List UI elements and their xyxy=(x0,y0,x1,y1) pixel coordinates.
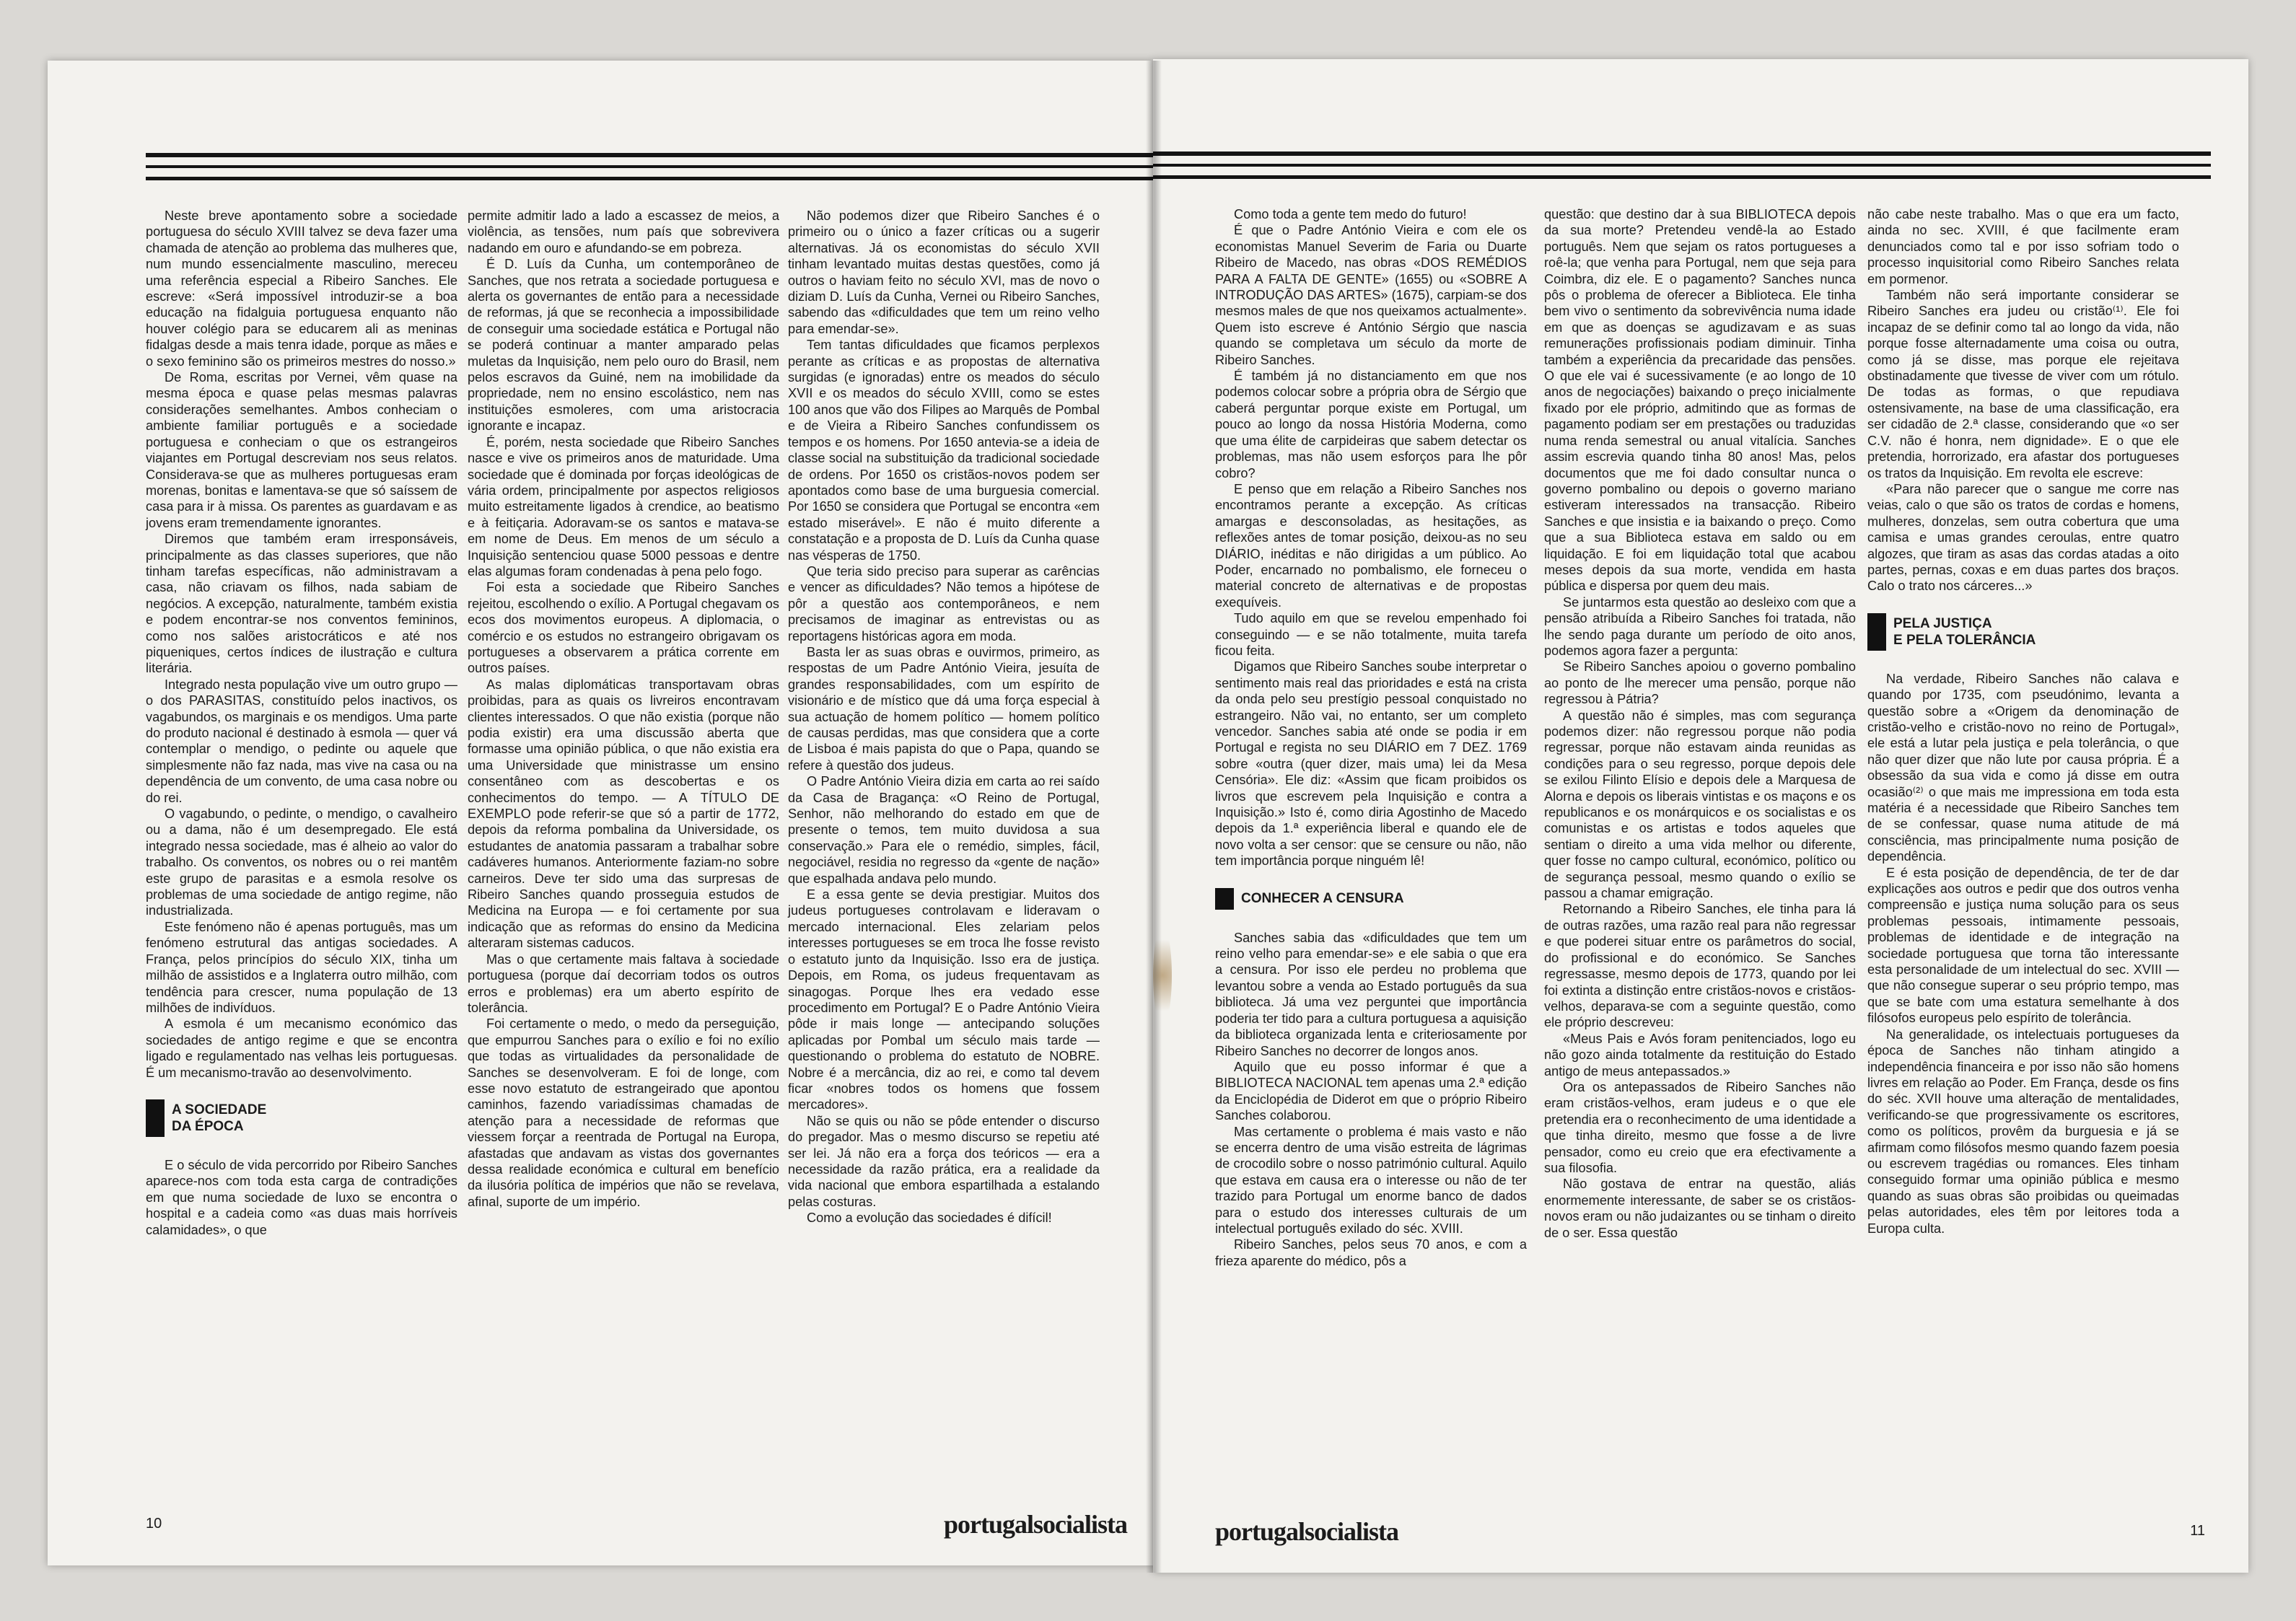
heading-block-icon xyxy=(1867,613,1886,651)
paragraph: Tudo aquilo em que se revelou empenhado foi conseguindo — e se não totalmente, muita tarefa ficou feita. xyxy=(1215,611,1527,658)
paragraph: O vagabundo, o pedinte, o mendigo, o cavalheiro ou a dama, não é um desempregado. Ele está integrado nessa sociedade, mas é alheio ao valor do trabalho. Os conventos, os nobres ou o rei mantêm este grupo de parasitas e a esmola resolve os problemas de uma sociedade de antigo regime, não industrializada. xyxy=(146,807,457,918)
right-column-3 xyxy=(1867,206,2179,1236)
right-column-1 xyxy=(1215,206,1527,1269)
right-column-2 xyxy=(1544,206,1856,1241)
paragraph: A esmola é um mecanismo económico das sociedades de antigo regime e que se encontra ligado e regulamentado nas velhas leis portuguesas. É um mecanismo-travão ao desenvolvimento. xyxy=(146,1016,457,1080)
heading-block-icon xyxy=(1215,888,1234,910)
paragraph: É D. Luís da Cunha, um contemporâneo de Sanches, que nos retrata a sociedade portuguesa e alerta os governantes de então para a necessidade de reformas, já que se reconhecia a impossibilidade de conseguir uma sociedade estática e Portugal não se poderá continuar a manter amparado pelas muletas da Inquisição, nem pelo ouro do Brasil, nem pelos escravos da Guiné, nem na imobilidade da propriedade, nem no ensino escolástico, nem nas instituições esmoleres, com uma aristocracia ignorante e incapaz. xyxy=(468,257,779,434)
left-column-2 xyxy=(468,208,779,1210)
paragraph: A questão não é simples, mas com segurança podemos dizer: não regressou porque não podia regressar, porque não estavam ainda reunidas as condições para o seu regresso, porque depois dele se exilou Filinto Elísio e depois dele a Marquesa de Alorna e depois os liberais vintistas e os maçons e os republicanos e os monárquicos e os socialistas e os comunistas e os artistas e todos aqueles que sentiam o direito a uma vida melhor ou diferente, quer fosse no campo cultural, económico, político ou de segurança pessoal, mesmo quando o exílio se passou a chamar emigração. xyxy=(1544,708,1856,901)
paragraph: permite admitir lado a lado a escassez de meios, a violência, as tensões, num país que sobrevivera nadando em ouro e afundando-se em pobreza. xyxy=(468,208,779,255)
left-page xyxy=(48,61,1153,1565)
paragraph: Diremos que também eram irresponsáveis, principalmente as das classes superiores, que não tinham tarefas específicas, não administravam a casa, não criavam os filhos, nada sabiam de negócios. A excepção, naturalmente, também existia e podem encontrar-se nos conventos femininos, como nos salões aristocráticos e até nos piqueniques, certos índices de ilustração e cultura literária. xyxy=(146,532,457,676)
paragraph: Mas o que certamente mais faltava à sociedade portuguesa (porque daí decorriam todos os outros erros e problemas) era um aberto espírito de tolerância. xyxy=(468,952,779,1015)
paragraph: Não se quis ou não se pôde entender o discurso do pregador. Mas o mesmo discurso se repetiu até ser lei. Já não era a força dos teóricos — era a necessidade da razão prática, era a realidade da vida nacional que embora espartilhada a estalando pelas costuras. xyxy=(788,1113,1100,1209)
top-rule xyxy=(1153,151,2211,179)
heading-line: E PELA TOLERÂNCIA xyxy=(1893,632,2036,648)
section-heading-conhecer-a-censura xyxy=(1215,888,1527,910)
top-rule xyxy=(146,153,1153,180)
paragraph: É que o Padre António Vieira e com ele os economistas Manuel Severim de Faria ou Duarte Ribeiro de Macedo, nas obras «DOS REMÉDIOS PARA A FALTA DE GENTE» (1655) ou «SOBRE A INTRODUÇÃO DAS ARTES» (1675), carpiam-se dos mesmos males de que nos queixamos actualmente». Quem isto escreve é António Sérgio que nascia quando se completava um século da morte de Ribeiro Sanches. xyxy=(1215,223,1527,367)
paragraph: Se Ribeiro Sanches apoiou o governo pombalino ao ponto de lhe merecer uma pensão, porque não regressou à Pátria? xyxy=(1544,659,1856,707)
paragraph: Como a evolução das sociedades é difícil! xyxy=(807,1211,1052,1226)
paragraph: Na verdade, Ribeiro Sanches não calava e quando por 1735, com pseudónimo, levanta a questão sobre a «Origem da denominação de cristão-velho e cristão-novo no reino de Portugal», ele está a lutar pela justiça e pela tolerância, o que não quer dizer que não lute por causa própria. É a obsessão da sua vida e como já disse em outra ocasião⁽²⁾ o que mais me impressiona em toda esta matéria é a necessidade que Ribeiro Sanches tem de se confessar, quase numa atitude de má consciência, mas principalmente numa posição de dependência. xyxy=(1867,671,2179,864)
heading-block-icon xyxy=(146,1099,165,1137)
paragraph: questão: que destino dar à sua BIBLIOTECA depois da sua morte? Pretendeu vendê-la ao Estado português. Nem que sejam os ratos portugueses a roê-la; que venha para Portugal, nem que seja para Coimbra, diz ele. E o pagamento? Sanches nunca pôs o problema de oferecer a Biblioteca. Ele tinha bem vivo o sentimento da sobrevivência numa idade em que as doenças se agudizavam e as suas remunerações profissionais podiam diminuir. Tinha também a experiência da precaridade das pensões. O que ele vai é sucessivamente (e ao longo de 10 anos de negociações) baixando o preço inicialmente fixado por ele próprio, admitindo que as formas de pagamento podiam ser em prestações ou traduzidas numa renda semestral ou anual vitalícia. Sanches assim escrevia quando tinha 80 anos! Mas, pelos documentos que me foi dado consultar nunca o governo pombalino ou depois o governo mariano estiveram interessados na transacção. Ribeiro Sanches e que insistia e ia baixando o preço. Como que a sua Biblioteca estava em saldo ou em liquidação. E foi em liquidação total que acabou meses depois da sua morte, vendida em hasta pública e dispersa por quem deu mais. xyxy=(1544,207,1856,594)
right-page xyxy=(1153,59,2248,1573)
heading-line: DA ÉPOCA xyxy=(172,1118,244,1134)
paragraph: Retornando a Ribeiro Sanches, ele tinha para lá de outras razões, uma razão real para não regressar e que poderei situar entre os parâmetros do social, do profissional e do económico. Se Sanches regressasse, mesmo depois de 1773, quando por lei foi extinta a distinção entre cristãos-novos e cristãos-velhos, deparava-se com a seguinte questão, como ele próprio descreveu: xyxy=(1544,902,1856,1030)
paragraph: «Para não parecer que o sangue me corre nas veias, calo o que são os tratos de cordas e homens, mulheres, donzelas, sem outra cobertura que uma camisa e umas grandes ceroulas, entre quatro algozes, que tiram as asas das cordas atadas a oito partes, pernas, coxas e em duas partes dos braços. Calo o trato nos cárceres...» xyxy=(1867,481,2179,594)
paragraph: E é esta posição de dependência, de ter de dar explicações aos outros e pedir que dos outros venha compreensão e justiça numa solução para os seus problemas pessoais, intimamente pessoais, problemas de identidade e de integração na sociedade portuguesa que torna tão interessante esta personalidade de um intelectual do sec. XVIII — que não consegue superar o seu próprio tempo, mas que se bate com uma estatura semelhante à dos filósofos europeus pelo espírito de tolerância. xyxy=(1867,865,2179,1026)
heading-line: A SOCIEDADE xyxy=(172,1102,267,1117)
page-number: 11 xyxy=(2190,1523,2205,1539)
left-column-3 xyxy=(788,208,1100,1226)
section-heading-a-sociedade xyxy=(146,1099,457,1137)
paragraph: Este fenómeno não é apenas português, mas um fenómeno estrutural das antigas sociedades. A França, pelos princípios do século XIX, tinha um milhão de assistidos e a Inglaterra outro milhão, com tendência para crescer, numa população de 13 milhões de indivíduos. xyxy=(146,919,457,1015)
left-column-1 xyxy=(146,208,457,1238)
paragraph: Tem tantas dificuldades que ficamos perplexos perante as críticas e as propostas de alternativa surgidas (e ignoradas) entre os meados do século XVII e os meados do século XVIII, como se estes 100 anos que vão dos Filipes ao Marquês de Pombal e de Vieira a Ribeiro Sanches confundissem os tempos e os homens. Por 1650 antevia-se a ideia de classe social na substituição da tradicional sociedade de ordens. Por 1650 os cristãos-novos podem ser apontados como base de uma burguesia comercial. Por 1650 se considera que Portugal se encontra «em estado miserável». E não é muito diferente a constatação e a proposta de D. Luís da Cunha quase nas vésperas de 1750. xyxy=(788,338,1100,563)
paragraph: «Meus Pais e Avós foram penitenciados, logo eu não gozo ainda totalmente da restituição do Estado antigo de meus antepassados.» xyxy=(1544,1031,1856,1079)
paragraph: É também já no distanciamento em que nos podemos colocar sobre a própria obra de Sérgio que caberá perguntar porque existe em Portugal, um pouco ao longo da nossa História Moderna, como que uma élite de carpideiras que sabem detectar os problemas, mas não usem esforços para lhe pôr cobro? xyxy=(1215,369,1527,480)
paragraph: Não podemos dizer que Ribeiro Sanches é o primeiro ou o único a fazer críticas ou a sugerir alternativas. Já os economistas do século XVII tinham levantado muitas destas questões, como já outros o haviam feito no século XVI, mas de novo o diziam D. Luís da Cunha, Vernei ou Ribeiro Sanches, sabendo das «dificuldades que tem um reino velho para emendar-se». xyxy=(788,208,1100,336)
paragraph: Se juntarmos esta questão ao desleixo com que a pensão atribuída a Ribeiro Sanches foi tratada, não lhe sendo paga durante um período de oito anos, podemos agora fazer a pergunta: xyxy=(1544,594,1856,658)
paragraph: Aquilo que eu posso informar é que a BIBLIOTECA NACIONAL tem apenas uma 2.ª edição da Enciclopédia de Diderot em que o próprio Ribeiro Sanches colaborou. xyxy=(1215,1059,1527,1123)
paragraph: E penso que em relação a Ribeiro Sanches nos encontramos perante a excepção. As críticas amargas e desconsoladas, as hesitações, as reflexões antes de tomar posição, deixou-as no seu DIÁRIO, inéditas e não dirigidas a um público. Ao Poder, encarnado no pombalismo, ele forneceu o material concreto de alternativas e de propostas exequíveis. xyxy=(1215,481,1527,610)
paragraph: Neste breve apontamento sobre a sociedade portuguesa do século XVIII talvez se deva fazer uma chamada de atenção ao problema das mulheres que, num mundo essencialmente masculino, mereceu uma referência especial a Ribeiro Sanches. Ele escreve: «Será impossível introduzir-se a boa educação na fidalguia portuguesa enquanto não houver colégio para se educarem ali as meninas fidalgas desde a mais tenra idade, porque as mães e o sexo feminino são os primeiros mestres do nosso.» xyxy=(146,208,457,369)
section-heading-pela-justica xyxy=(1867,613,2179,651)
paragraph: Ora os antepassados de Ribeiro Sanches não eram cristãos-velhos, eram judeus e o que ele pretendia era o reconhecimento de uma identidade a que tinha direito, mesmo que fosse a de livre pensador, como eu creio que era efectivamente a sua filosofia. xyxy=(1544,1079,1856,1175)
paragraph: Ribeiro Sanches, pelos seus 70 anos, e com a frieza aparente do médico, pôs a xyxy=(1215,1237,1527,1268)
paragraph: Basta ler as suas obras e ouvirmos, primeiro, as respostas de um Padre António Vieira, jesuíta de grandes responsabilidades, com um espírito de visionário e de místico que dá uma força especial à sua actuação de homem político — homem político de causas perdidas, mas que considera que a corte de Lisboa é mais papista do que o Papa, quando se refere à questão dos judeus. xyxy=(788,644,1100,773)
paragraph: Como toda a gente tem medo do futuro! xyxy=(1234,207,1467,221)
paper-stain xyxy=(1153,925,1172,1026)
paragraph: não cabe neste trabalho. Mas o que era um facto, ainda no sec. XVIII, é que facilmente eram denunciados como tal e por isso sofriam todo o processo inquisitorial como Ribeiro Sanches relata em pormenor. xyxy=(1867,207,2179,286)
publication-logo: portugalsocialista xyxy=(943,1510,1127,1539)
paragraph: Integrado nesta população vive um outro grupo — o dos PARASITAS, constituído pelos inactivos, os vagabundos, os marginais e os mendigos. Uma parte do produto nacional é destinado à esmola — quer vá contemplar o mendigo, o pedinte ou aquele que simplesmente não faz nada, mas vive na casa ou na dependência de um convento, de uma casa nobre ou do rei. xyxy=(146,677,457,805)
paragraph: Sanches sabia das «dificuldades que tem um reino velho para emendar-se» e ele sabia o que era a censura. Por isso ele perdeu no problema que levantou sobre a venda ao Estado português da sua biblioteca. Já uma vez perguntei que importância poderia ter tido para a cultura portuguesa a aquisição da biblioteca organizada lenta e criteriosamente por Ribeiro Sanches no decorrer de longos anos. xyxy=(1215,930,1527,1058)
paragraph: É, porém, nesta sociedade que Ribeiro Sanches nasce e vive os primeiros anos de maturidade. Uma sociedade que é dominada por forças ideológicas de vária ordem, principalmente por aspectos religiosos muito estreitamente ligados à crendice, ao beatismo e à feitiçaria. Adoravam-se os santos e matava-se em nome de Deus. Em menos de um século a Inquisição sentenciou quase 5000 pessoas e dentre elas algumas foram condenadas à pena pelo fogo. xyxy=(468,434,779,579)
paragraph: As malas diplomáticas transportavam obras proibidas, para as quais os livreiros encontravam clientes interessados. O que não existia (porque não podia existir) era uma discussão aberta que formasse uma opinião pública, o que não existia era uma Universidade que ministrasse um ensino consentâneo com as descobertas e os conhecimentos do tempo. — A TÍTULO DE EXEMPLO pode referir-se que só a partir de 1772, depois da reforma pombalina da Universidade, os estudantes de anatomia passaram a trabalhar sobre cadáveres humanos. Anteriormente faziam-no sobre carneiros. Deve ter sido uma das surpresas de Ribeiro Sanches quando prosseguia estudos de Medicina na Europa — e foi certamente por sua indicação que as reformas do ensino da Medicina alteraram sistemas caducos. xyxy=(468,677,779,951)
paragraph: O Padre António Vieira dizia em carta ao rei saído da Casa de Bragança: «O Reino de Portugal, Senhor, não melhorando do estado em que de presente o temos, tem muito duvidosa a sua conservação.» Para ele o remédio, simples, fácil, negociável, residia no regresso da «gente de nação» que espalhada andava pelo mundo. xyxy=(788,774,1100,886)
paragraph: Que teria sido preciso para superar as carências e vencer as dificuldades? Não temos a hipótese de pôr a questão aos contemporâneos, e nem precisamos de imaginar as entrevistas ou as reportagens históricas agora em moda. xyxy=(788,563,1100,643)
paragraph: E o século de vida percorrido por Ribeiro Sanches aparece-nos com toda esta carga de contradições em que numa sociedade de luxo se encontra o hospital e a cadeia como «as duas mais horríveis calamidades», o que xyxy=(146,1157,457,1237)
paragraph: Foi certamente o medo, o medo da perseguição, que empurrou Sanches para o exílio e foi no exílio que todas as virtualidades da personalidade de Sanches se desenvolveram. E foi de longe, com esse novo estatuto de estrangeirado que apontou caminhos, fazendo variadíssimas chamadas de atenção para a necessidade de reformas que viessem forçar a reentrada de Portugal na Europa, afastadas que andavam as vistas dos governantes dessa realidade económica e cultural em benefício da ilusória política de impérios que não se revelava, afinal, suporte de um império. xyxy=(468,1016,779,1209)
paragraph: Não gostava de entrar na questão, aliás enormemente interessante, de saber se os cristãos-novos eram ou não judaizantes ou se tinham o direito de o ser. Essa questão xyxy=(1544,1177,1856,1240)
heading-line: PELA JUSTIÇA xyxy=(1893,615,1992,631)
paragraph: Na generalidade, os intelectuais portugueses da época de Sanches não tinham atingido a independência financeira e por isso não são homens livres em relação ao Poder. Em França, desde os fins do séc. XVII houve uma alteração de mentalidades, verificando-se que progressivamente os escritores, como os políticos, provêm da burguesia e já se afirmam como filósofos mesmo quando fazem poesia ou escrevem tragédias ou romances. Eles tinham conseguido formar uma opinião pública e mesmo quando as suas obras são proibidas ou queimadas pelas autoridades, eles têm por leitores toda a Europa culta. xyxy=(1867,1027,2179,1236)
paragraph: Digamos que Ribeiro Sanches soube interpretar o sentimento mais real das prioridades e está na crista da onda pelo seu prestígio pessoal conquistado no estrangeiro. Não vai, no entanto, ser um completo vencedor. Sanches sabia até onde se podia ir em Portugal e regista no seu DIÁRIO em 7 DEZ. 1769 sobre «outra (quer dizer, mais uma) lei da Mesa Censória». Ele diz: «Assim que ficam proibidos os livros que escrevem pela Inquisição e contra a Inquisição.» Isto é, como diria Agostinho de Macedo depois da 1.ª experiência liberal e quando ele de novo volta a ser censor: que se censure ou não, não tem importância porque ninguém lê! xyxy=(1215,659,1527,869)
page-number: 10 xyxy=(146,1516,162,1532)
paragraph: Mas certamente o problema é mais vasto e não se encerra dentro de uma visão estreita de lágrimas de crocodilo sobre o nosso património cultural. Aquilo que estava em causa era o interesse ou não de ter trazido para Portugal um enorme banco de dados para o estudo dos interesses culturais de um intelectual português exilado do séc. XVIII. xyxy=(1215,1124,1527,1236)
paragraph: Foi esta a sociedade que Ribeiro Sanches rejeitou, escolhendo o exílio. A Portugal chegavam os ecos dos movimentos europeus. A diplomacia, o comércio e os estudos no estrangeiro obrigavam os portugueses a observarem a prática corrente em outros países. xyxy=(468,580,779,676)
paragraph: Também não será importante considerar se Ribeiro Sanches era judeu ou cristão⁽¹⁾. Ele foi incapaz de se definir como tal ao longo da vida, não porque fosse alternadamente uma coisa ou outra, como já se disse, mas porque ele rejeitava obstinadamente que tivesse de viver com um rótulo. De todas as formas, o que repudiava ostensivamente, na base de uma classificação, era ser cidadão de 2.ª classe, considerando que «o ser C.V. não é honra, nem dignidade». E o que ele pretendia, horrorizado, era afastar dos portugueses os tratos da Inquisição. Em revolta ele escreve: xyxy=(1867,288,2179,480)
paragraph: E a essa gente se devia prestigiar. Muitos dos judeus portugueses controlavam e lideravam o mercado internacional. Eles zelariam pelos interesses portugueses se em troca lhe fosse revisto o estatuto junto da Inquisição. Isso era de justiça. Depois, em Roma, os judeus frequentavam as sinagogas. Porque lhes era vedado esse procedimento em Portugal? E o Padre António Vieira pôde ir mais longe — antecipando soluções aplicadas por Pombal um século mais tarde — questionando o problema do estatuto de NOBRE. Nobre é a mercância, diz ao rei, e como tal devem ficar «nobres todos os homens que fossem mercadores». xyxy=(788,887,1100,1112)
paragraph: De Roma, escritas por Vernei, vêm quase na mesma época e quase pelas mesmas palavras considerações semelhantes. Ambos conheciam o ambiente familiar português e a sociedade portuguesa e conheciam o que os estrangeiros viajantes em Portugal descreviam nos seus relatos. Considerava-se que as mulheres portuguesas eram morenas, bonitas e lamentava-se que só saíssem de casa para ir à missa. Os parentes as guardavam e as jovens eram tremendamente ignorantes. xyxy=(146,370,457,530)
heading-line: CONHECER A CENSURA xyxy=(1241,891,1404,907)
publication-logo: portugalsocialista xyxy=(1215,1517,1399,1546)
